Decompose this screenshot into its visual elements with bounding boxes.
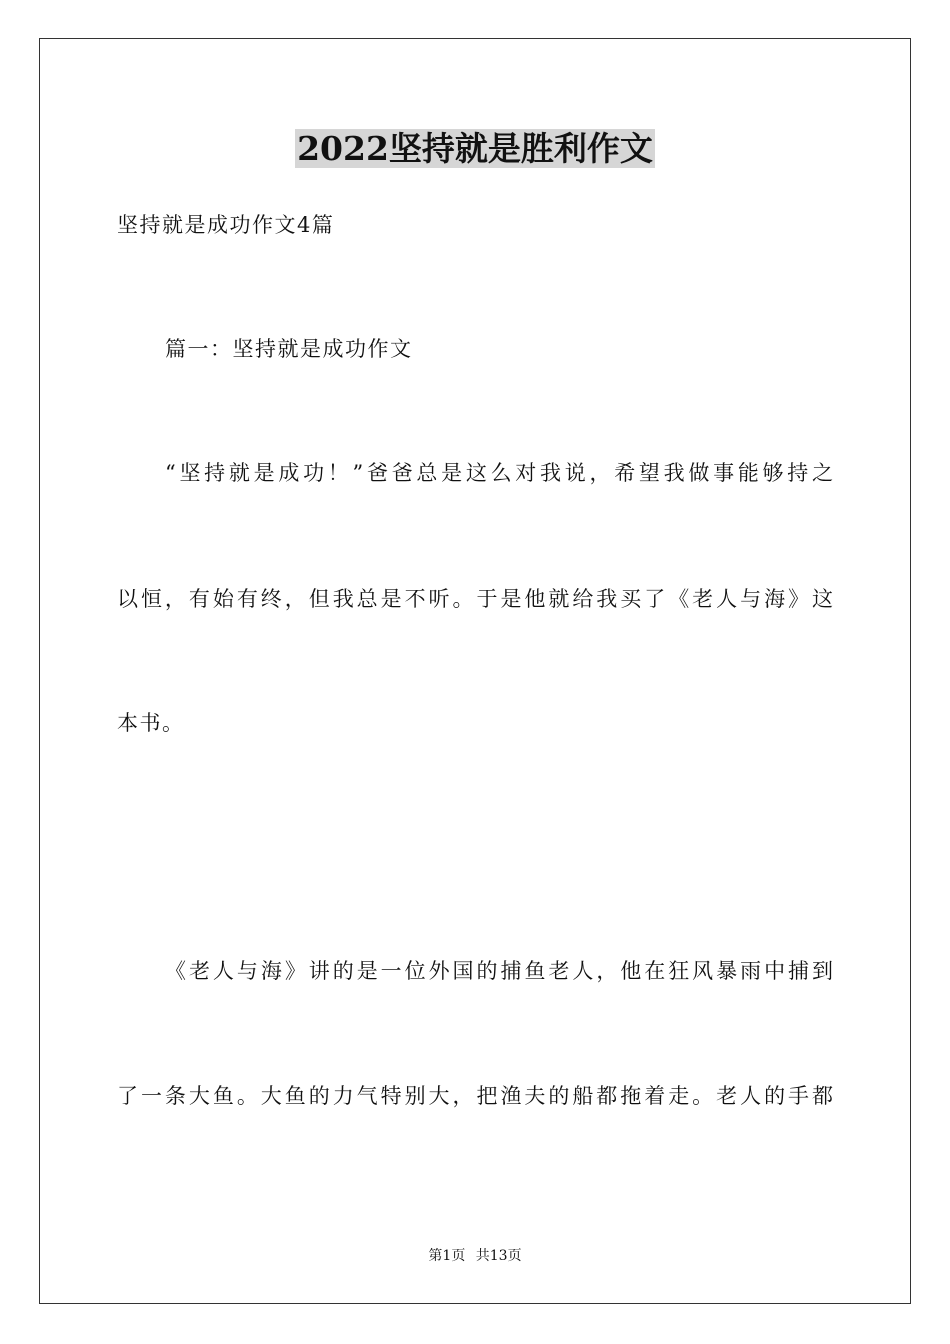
section-heading: 篇一：坚持就是成功作文 xyxy=(165,337,413,361)
document-title xyxy=(0,128,950,170)
paragraph-1-line-3: 本书。 xyxy=(117,711,185,735)
document-subtitle: 坚持就是成功作文4篇 xyxy=(117,213,335,237)
paragraph-1-line-1: “坚持就是成功！”爸爸总是这么对我说，希望我做事能够持之 xyxy=(165,461,833,485)
document-title-text: 2022坚持就是胜利作文 xyxy=(297,129,653,168)
paragraph-2-line-1: 《老人与海》讲的是一位外国的捕鱼老人，他在狂风暴雨中捕到 xyxy=(165,959,833,983)
page-footer: 第1页 共13页 xyxy=(428,1248,522,1264)
paragraph-1-line-2: 以恒，有始有终，但我总是不听。于是他就给我买了《老人与海》这 xyxy=(117,587,833,611)
paragraph-2-line-2: 了一条大鱼。大鱼的力气特别大，把渔夫的船都拖着走。老人的手都 xyxy=(117,1084,833,1108)
